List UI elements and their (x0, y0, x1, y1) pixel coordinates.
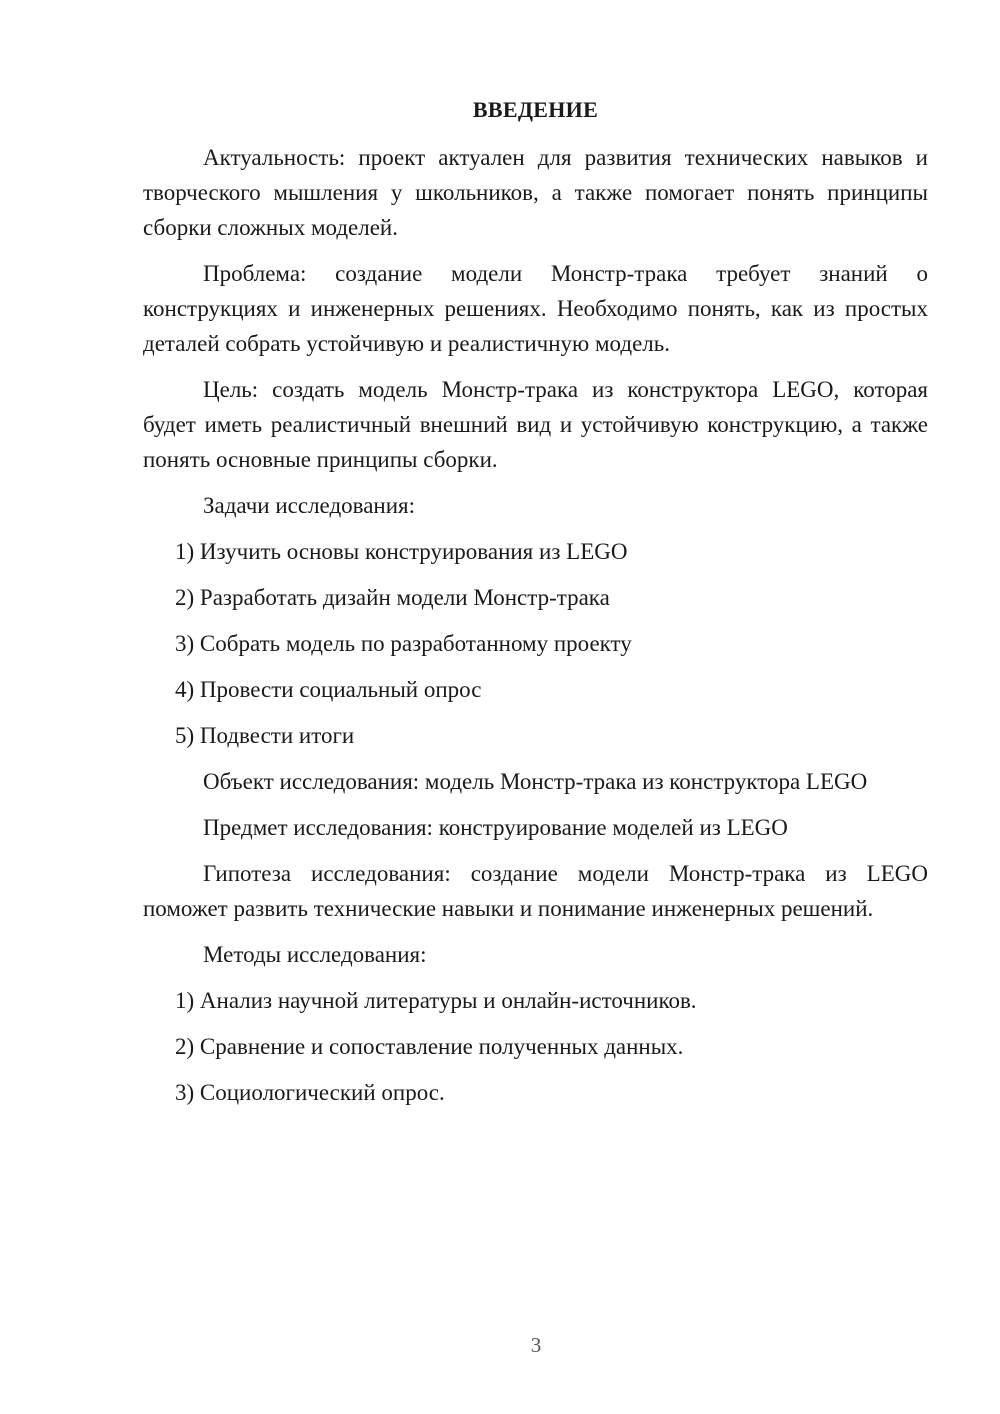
hypothesis-paragraph: Гипотеза исследования: создание модели Монстр-трака из LEGO поможет развить технические навыки и понимание инженерных решений. (143, 861, 928, 921)
page-number: 3 (530, 1333, 542, 1357)
method-item: 1) Анализ научной литературы и онлайн-источников. (175, 988, 697, 1013)
task-item: 5) Подвести итоги (175, 723, 355, 748)
document-page (143, 92, 928, 1121)
task-item: 3) Собрать модель по разработанному проекту (175, 631, 632, 656)
tasks-heading: Задачи исследования: (203, 493, 416, 518)
method-item: 2) Сравнение и сопоставление полученных данных. (175, 1034, 684, 1059)
subject-paragraph: Предмет исследования: конструирование моделей из LEGO (203, 815, 788, 840)
object-paragraph: Объект исследования: модель Монстр-трака из конструктора LEGO (203, 769, 868, 794)
methods-heading: Методы исследования: (203, 942, 427, 967)
tasks-list (143, 534, 928, 753)
task-item: 2) Разработать дизайн модели Монстр-трака (175, 585, 610, 610)
task-item: 4) Провести социальный опрос (175, 677, 482, 702)
goal-paragraph: Цель: создать модель Монстр-трака из конструктора LEGO, которая будет иметь реалистичный внешний вид и устойчивую конструкцию, а также понять основные принципы сборки. (143, 377, 928, 472)
method-item: 3) Социологический опрос. (175, 1080, 445, 1105)
methods-list (143, 983, 928, 1110)
problem-paragraph: Проблема: создание модели Монстр-трака требует знаний о конструкциях и инженерных решениях. Необходимо понять, как из простых деталей собрать устойчивую и реалистичную модель. (143, 261, 928, 356)
task-item: 1) Изучить основы конструирования из LEGO (175, 539, 628, 564)
section-title: ВВЕДЕНИЕ (472, 97, 599, 122)
relevance-paragraph: Актуальность: проект актуален для развития технических навыков и творческого мышления у школьников, а также помогает понять принципы сборки сложных моделей. (143, 145, 928, 240)
